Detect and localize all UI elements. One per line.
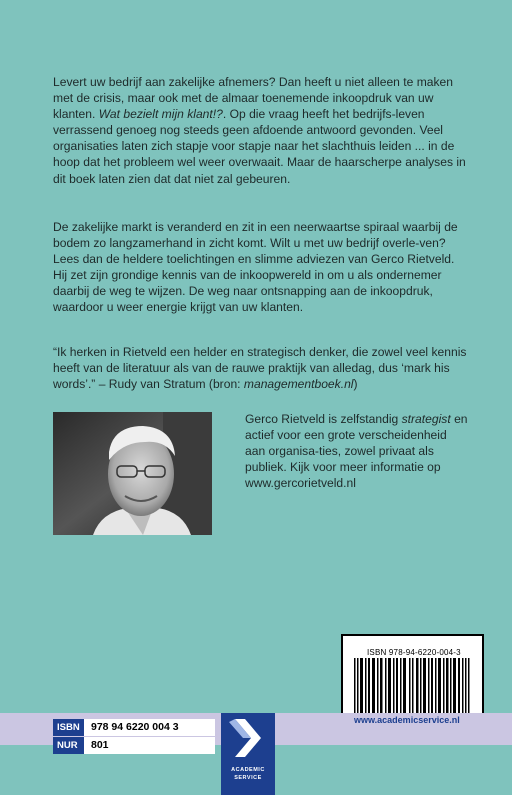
footer-values <box>84 719 215 755</box>
publisher-logo <box>221 713 275 795</box>
bio-text: en actief voor een grote verscheidenheid aan organisa-ties, zowel privaat als publiek. Kijk voor meer informatie op www.gercorietveld.nl <box>245 412 468 491</box>
publisher-name-2: SERVICE <box>234 775 262 781</box>
bio-role: strategist <box>401 412 451 426</box>
quote-source: managementboek.nl <box>243 377 354 392</box>
blurb-text: Levert uw bedrijf aan zakelijke afnemers? Dan heeft u niet alleen te maken met de crisis, maar ook met de almaar toenemende inkoopdruk van uw klanten. <box>53 75 453 122</box>
author-bio <box>245 411 470 491</box>
barcode-isbn-text: ISBN 978-94-6220-004-3 <box>367 648 461 657</box>
footer-labels <box>53 719 84 755</box>
endorsement-quote <box>53 344 468 392</box>
author-photo <box>53 412 212 535</box>
blurb-text: . Op die vraag heeft het bedrijfs-leven verrassend genoeg nog steeds geen afdoende antwoord gevonden. Veel organisaties laten zich stapje voor stapje naar het slachthuis leiden ... in de hoop dat het probleem wel weer overwaait. Maar de haarscherpe analyses in dit boek laten zien dat dat niet zal gebeuren. <box>53 107 466 186</box>
blurb-paragraph-2 <box>53 219 468 316</box>
quote-end: ) <box>353 377 358 392</box>
quote-text: “Ik herken in Rietveld een helder en strategisch denker, die zowel veel kennis heeft van de literatuur als van de rauwe praktijk van alledag, dus ‘mark his words’.” – Rudy van Stratum (bron: <box>53 345 467 392</box>
chevron-arrow-icon <box>221 713 275 763</box>
publisher-name-1: ACADEMIC <box>231 767 265 773</box>
blurb-text: De zakelijke markt is veranderd en zit in een neerwaartse spiraal waarbij de bodem zo langzamerhand in zicht komt. Wilt u met uw bedrijf overle-ven? Lees dan de heldere toelichtingen en slimme adviezen van Gerco Rietveld. Hij zet zijn grondige kennis van de inkoopwereld in om u als ondernemer daarbij de weg te wijzen. De weg naar ontsnapping aan de inkoopdruk, waardoor u weer energie krijgt van uw klanten. <box>53 220 458 315</box>
nur-label: NUR <box>53 737 84 754</box>
isbn-value: 978 94 6220 004 3 <box>84 719 215 736</box>
isbn-label: ISBN <box>53 719 84 736</box>
bio-text: Gerco Rietveld is zelfstandig <box>245 412 402 426</box>
publisher-website: www.academicservice.nl <box>354 715 460 725</box>
book-title: Wat bezielt mijn klant!? <box>98 107 223 122</box>
nur-value: 801 <box>84 737 215 754</box>
blurb-paragraph-1 <box>53 74 468 187</box>
